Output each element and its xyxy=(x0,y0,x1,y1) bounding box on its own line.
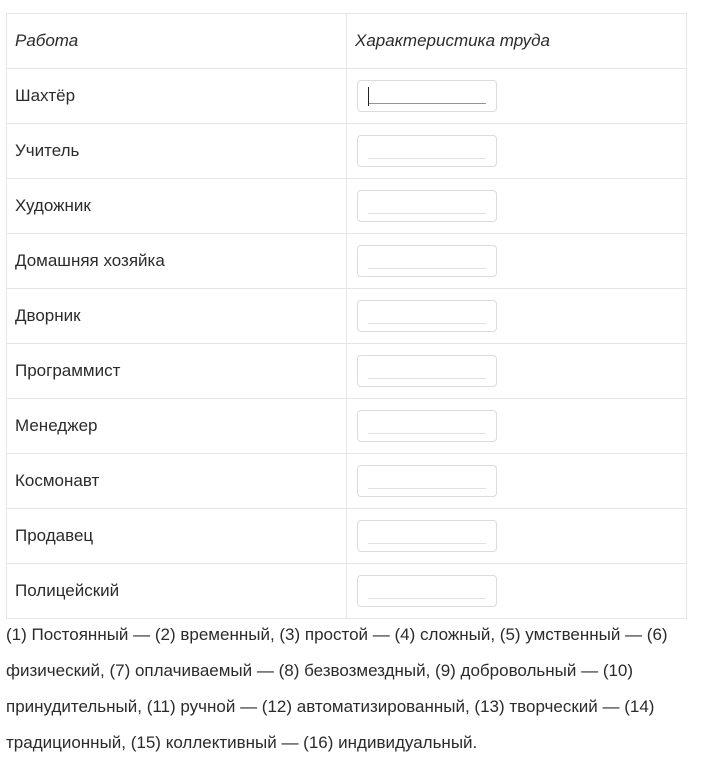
answer-input[interactable] xyxy=(357,245,497,277)
answer-underline xyxy=(368,268,486,269)
answer-cell xyxy=(347,399,687,454)
table-row xyxy=(7,289,687,344)
answer-underline xyxy=(368,543,486,544)
work-cell xyxy=(7,509,347,564)
work-cell xyxy=(7,124,347,179)
answer-underline xyxy=(368,488,486,489)
header-work-label: Работа xyxy=(15,31,79,50)
work-label: Полицейский xyxy=(15,581,120,600)
answer-underline xyxy=(368,213,486,214)
work-cell xyxy=(7,289,347,344)
answer-cell xyxy=(347,69,687,124)
answer-cell xyxy=(347,179,687,234)
table-header-row xyxy=(7,14,687,69)
work-cell xyxy=(7,564,347,619)
answer-underline xyxy=(368,323,486,324)
answer-cell xyxy=(347,234,687,289)
work-label: Домашняя хозяйка xyxy=(15,251,165,270)
answer-input[interactable] xyxy=(357,190,497,222)
table-row xyxy=(7,399,687,454)
work-label: Космонавт xyxy=(15,471,100,490)
table-row xyxy=(7,454,687,509)
text-caret xyxy=(368,87,369,106)
answer-underline xyxy=(368,433,486,434)
answer-underline xyxy=(368,103,486,104)
work-cell xyxy=(7,69,347,124)
answer-input[interactable] xyxy=(357,465,497,497)
work-label: Программист xyxy=(15,361,121,380)
answer-input[interactable] xyxy=(357,300,497,332)
work-cell xyxy=(7,344,347,399)
work-label: Менеджер xyxy=(15,416,98,435)
task-table xyxy=(6,13,687,619)
answer-input[interactable] xyxy=(357,410,497,442)
answer-cell xyxy=(347,454,687,509)
table-row xyxy=(7,69,687,124)
answer-input[interactable] xyxy=(357,575,497,607)
work-label: Художник xyxy=(15,196,91,215)
answer-cell xyxy=(347,124,687,179)
answer-input[interactable] xyxy=(357,355,497,387)
work-cell xyxy=(7,454,347,509)
answer-input[interactable] xyxy=(357,135,497,167)
answer-input[interactable] xyxy=(357,80,497,112)
header-characteristic-label: Характеристика труда xyxy=(355,31,550,50)
work-label: Шахтёр xyxy=(15,86,76,105)
answer-cell xyxy=(347,564,687,619)
table-row xyxy=(7,344,687,399)
table-row xyxy=(7,509,687,564)
work-cell xyxy=(7,234,347,289)
table-row xyxy=(7,179,687,234)
answer-input[interactable] xyxy=(357,520,497,552)
work-label: Учитель xyxy=(15,141,80,160)
table-row xyxy=(7,124,687,179)
header-work xyxy=(7,14,347,69)
answer-cell xyxy=(347,344,687,399)
answer-cell xyxy=(347,289,687,344)
table-row xyxy=(7,564,687,619)
answer-underline xyxy=(368,598,486,599)
work-cell xyxy=(7,399,347,454)
legend-text: (1) Постоянный — (2) временный, (3) простой — (4) сложный, (5) умственный — (6) физический, (7) оплачиваемый — (8) безвозмездный, (9) добровольный — (10) принудительный, (11) ручной — (12) автоматизированный, (13) творческий — (14) традиционный, (15) коллективный — (16) индивидуальный. xyxy=(6,625,668,752)
answer-cell xyxy=(347,509,687,564)
work-label: Продавец xyxy=(15,526,94,545)
work-label: Дворник xyxy=(15,306,81,325)
table-row xyxy=(7,234,687,289)
work-cell xyxy=(7,179,347,234)
answer-underline xyxy=(368,158,486,159)
header-characteristic xyxy=(347,14,687,69)
answer-underline xyxy=(368,378,486,379)
